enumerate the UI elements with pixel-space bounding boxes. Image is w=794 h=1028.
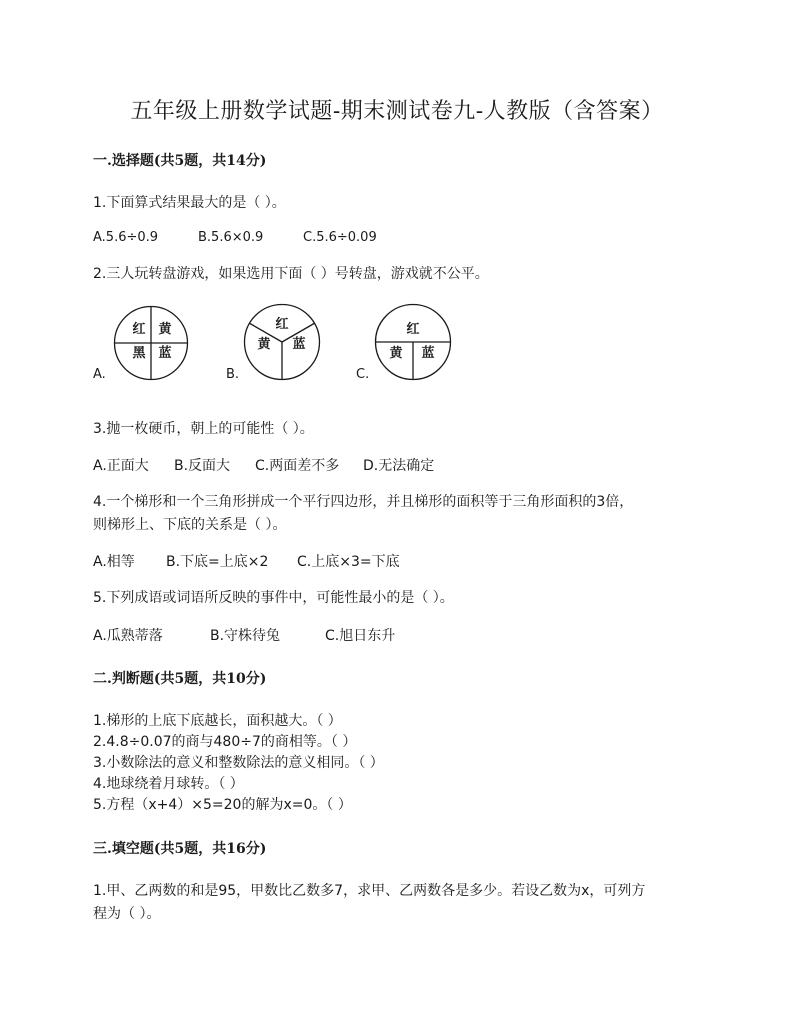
judgement-item-2: 2.4.8÷0.07的商与480÷7的商相等。（ ） xyxy=(93,734,357,750)
question-3-option-b: B.反面大 xyxy=(174,458,231,474)
question-3-option-a: A.正面大 xyxy=(93,458,149,474)
question-5-option-b: B.守株待兔 xyxy=(210,628,281,644)
question-1-option-c: C.5.6÷0.09 xyxy=(303,230,377,245)
question-1-text: 1.下面算式结果最大的是（ ）。 xyxy=(93,195,286,211)
question-1-option-a: A.5.6÷0.9 xyxy=(93,230,159,245)
question-4-option-a: A.相等 xyxy=(93,554,135,570)
question-4-text-line2: 则梯形上、下底的关系是（ ）。 xyxy=(93,517,287,533)
section-heading-fill-blank: 三.填空题(共5题，共16分) xyxy=(93,841,267,857)
spinner-c-sector-blue: 蓝 xyxy=(421,346,435,361)
question-4-text-line1: 4.一个梯形和一个三角形拼成一个平行四边形，并且梯形的面积等于三角形面积的3倍， xyxy=(93,494,634,510)
question-3-text: 3.抛一枚硬币，朝上的可能性（ ）。 xyxy=(93,421,314,437)
fill-blank-question-1-line1: 1.甲、乙两数的和是95，甲数比乙数多7，求甲、乙两数各是多少。若设乙数为x，可列方 xyxy=(93,883,646,899)
question-1-option-b: B.5.6×0.9 xyxy=(198,230,264,245)
spinner-b-sector-yellow: 黄 xyxy=(257,337,271,352)
section-heading-judgement: 二.判断题(共5题，共10分) xyxy=(93,671,267,687)
spinner-a-sector-yellow: 黄 xyxy=(158,322,172,337)
section-heading-choice: 一.选择题(共5题，共14分) xyxy=(93,153,267,169)
spinner-c-figure xyxy=(374,303,452,381)
question-2-option-c-label: C. xyxy=(356,367,370,382)
spinner-c-sector-yellow: 黄 xyxy=(389,346,403,361)
spinner-b-figure xyxy=(243,303,321,381)
judgement-item-5: 5.方程（x+4）×5=20的解为x=0。（ ） xyxy=(93,797,352,813)
fill-blank-question-1-line2: 程为（ ）。 xyxy=(93,906,161,922)
spinner-a-sector-red: 红 xyxy=(132,322,146,337)
question-2-text: 2.三人玩转盘游戏，如果选用下面（ ）号转盘，游戏就不公平。 xyxy=(93,266,489,282)
question-4-option-c: C.上底×3=下底 xyxy=(297,554,400,570)
question-5-option-a: A.瓜熟蒂落 xyxy=(93,628,163,644)
spinner-b-sector-blue: 蓝 xyxy=(292,337,306,352)
page-title: 五年级上册数学试题-期末测试卷九-人教版（含答案） xyxy=(130,99,664,124)
question-2-option-b-label: B. xyxy=(226,367,240,382)
question-3-option-d: D.无法确定 xyxy=(363,458,435,474)
spinner-a-figure xyxy=(113,305,189,381)
question-5-text: 5.下列成语或词语所反映的事件中，可能性最小的是（ ）。 xyxy=(93,590,454,606)
spinner-c-sector-red: 红 xyxy=(406,322,420,337)
judgement-item-4: 4.地球绕着月球转。（ ） xyxy=(93,776,244,792)
question-2-option-a-label: A. xyxy=(93,367,106,382)
spinner-a-sector-black: 黑 xyxy=(132,346,146,361)
question-4-option-b: B.下底=上底×2 xyxy=(166,554,269,570)
spinner-a-sector-blue: 蓝 xyxy=(158,346,172,361)
judgement-item-1: 1.梯形的上底下底越长，面积越大。（ ） xyxy=(93,713,342,729)
question-5-option-c: C.旭日东升 xyxy=(325,628,396,644)
spinner-b-sector-red: 红 xyxy=(275,317,289,332)
judgement-item-3: 3.小数除法的意义和整数除法的意义相同。（ ） xyxy=(93,755,384,771)
question-3-option-c: C.两面差不多 xyxy=(255,458,340,474)
